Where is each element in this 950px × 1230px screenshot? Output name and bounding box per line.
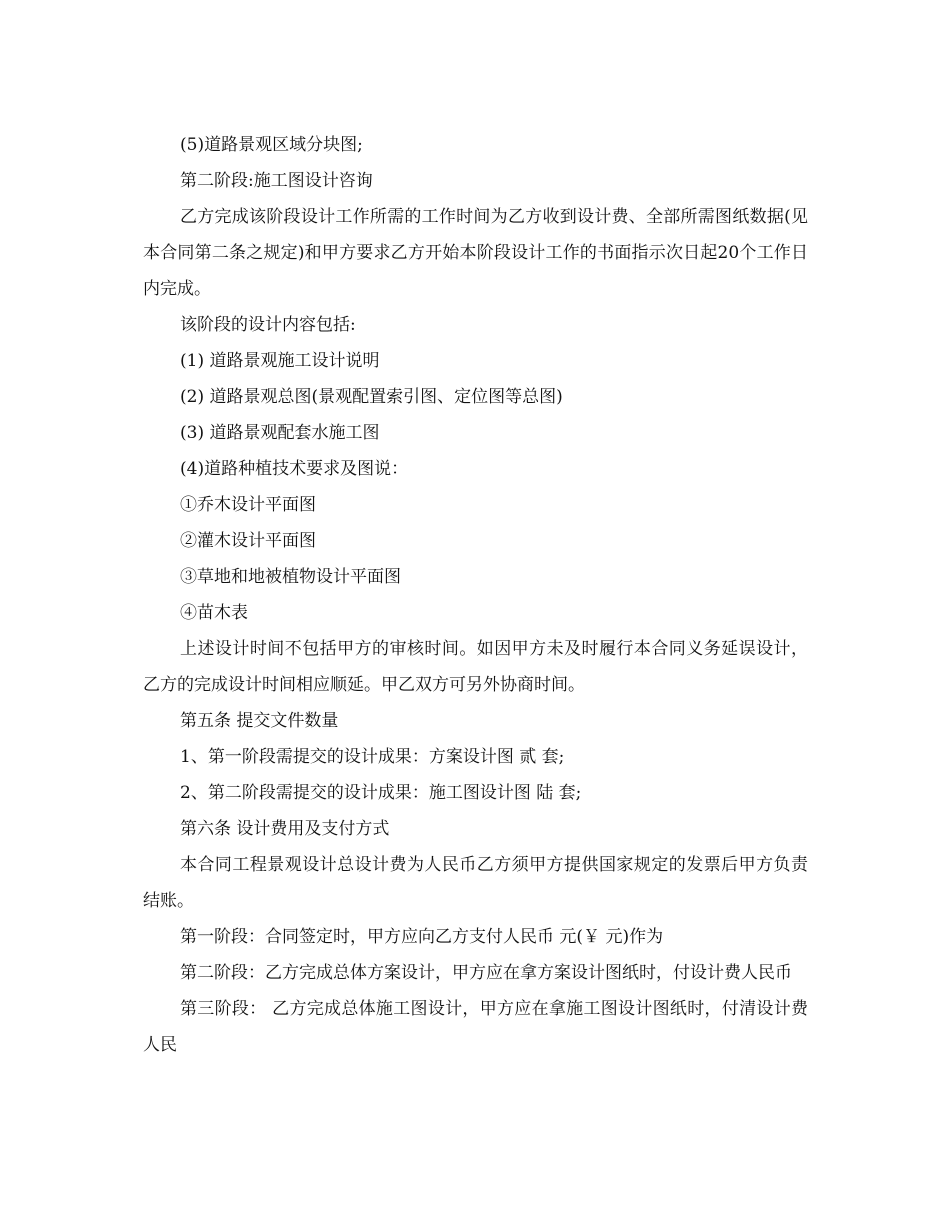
paragraph-article-five-heading: 第五条 提交文件数量 [180, 711, 339, 731]
paragraph-item-1: (1) 道路景观施工设计说明 [180, 351, 380, 371]
paragraph-payment-stage-one: 第一阶段：合同签定时，甲方应向乙方支付人民币 元(￥ 元)作为 [180, 927, 664, 947]
paragraph-subitem-4: ④苗木表 [180, 603, 248, 623]
paragraph-deliverable-stage-one: 1、第一阶段需提交的设计成果：方案设计图 贰 套; [180, 747, 565, 767]
paragraph-review-time-note: 上述设计时间不包括甲方的审核时间。如因甲方未及时履行本合同义务延误设计，乙方的完成设计时间相应顺延。甲乙双方可另外协商时间。 [143, 639, 808, 695]
document-body [143, 127, 808, 1063]
paragraph-stage-content-intro: 该阶段的设计内容包括: [180, 315, 356, 335]
paragraph-stage-two-heading: 第二阶段:施工图设计咨询 [180, 171, 373, 191]
paragraph-design-item-5: (5)道路景观区域分块图; [180, 135, 363, 155]
paragraph-deliverable-stage-two: 2、第二阶段需提交的设计成果：施工图设计图 陆 套; [180, 783, 582, 803]
paragraph-payment-stage-two: 第二阶段：乙方完成总体方案设计，甲方应在拿方案设计图纸时，付设计费人民币 [180, 963, 792, 983]
paragraph-item-2: (2) 道路景观总图(景观配置索引图、定位图等总图) [180, 387, 563, 407]
paragraph-article-six-heading: 第六条 设计费用及支付方式 [180, 819, 390, 839]
paragraph-subitem-2: ②灌木设计平面图 [180, 531, 316, 551]
paragraph-subitem-3: ③草地和地被植物设计平面图 [180, 567, 401, 587]
paragraph-total-fee: 本合同工程景观设计总设计费为人民币乙方须甲方提供国家规定的发票后甲方负责结账。 [143, 855, 808, 911]
paragraph-subitem-1: ①乔木设计平面图 [180, 495, 316, 515]
paragraph-payment-stage-three: 第三阶段： 乙方完成总体施工图设计，甲方应在拿施工图设计图纸时，付清设计费人民 [143, 999, 808, 1055]
paragraph-stage-two-timeline: 乙方完成该阶段设计工作所需的工作时间为乙方收到设计费、全部所需图纸数据(见本合同第二条之规定)和甲方要求乙方开始本阶段设计工作的书面指示次日起20个工作日内完成。 [143, 207, 808, 299]
paragraph-item-4: (4)道路种植技术要求及图说： [180, 459, 409, 479]
paragraph-item-3: (3) 道路景观配套水施工图 [180, 423, 380, 443]
